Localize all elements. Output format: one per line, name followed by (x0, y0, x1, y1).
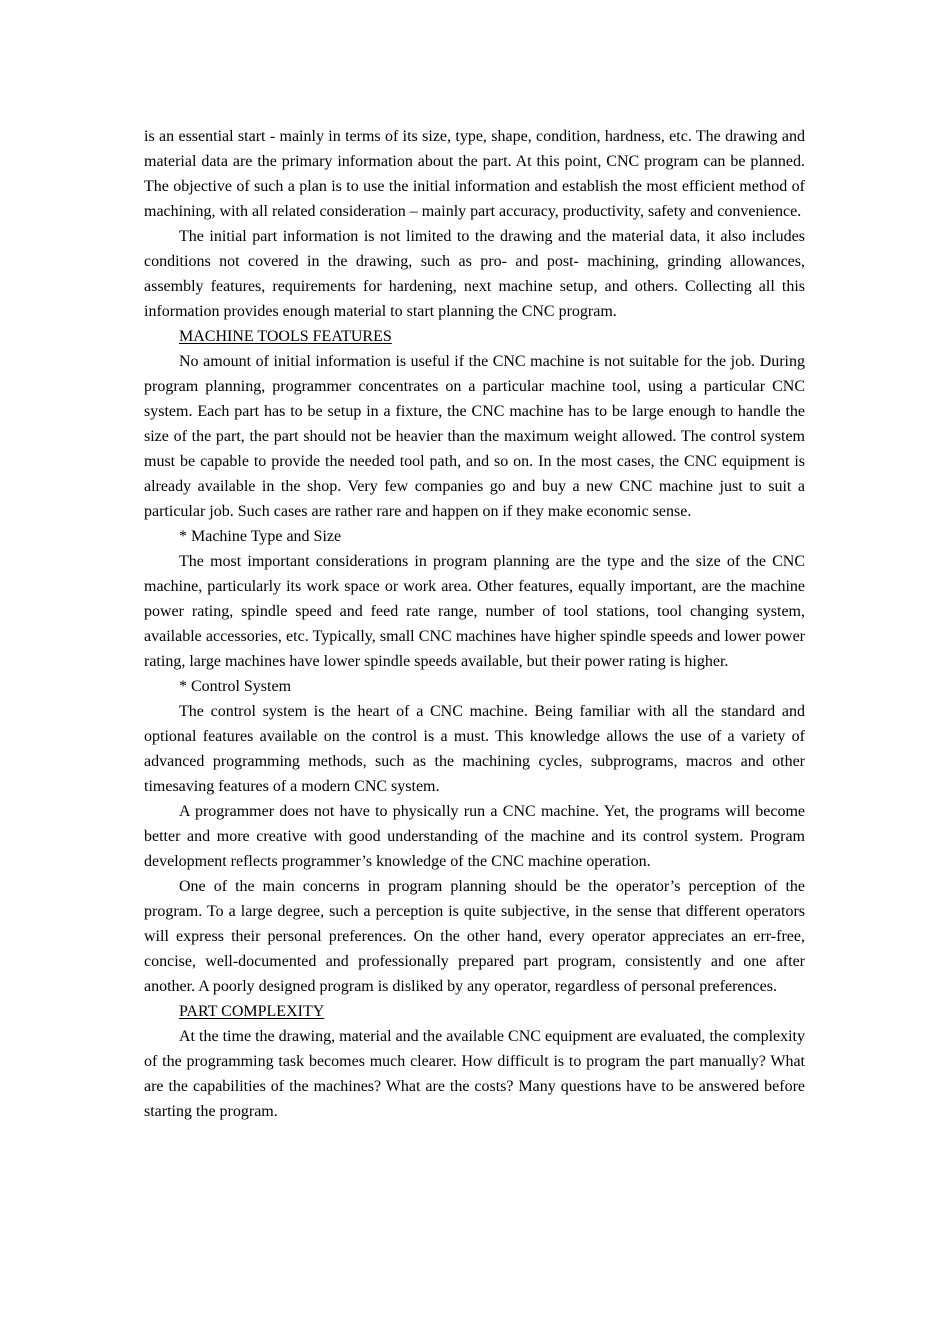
paragraph-part-complexity: At the time the drawing, material and the available CNC equipment are evaluated, the complexity of the programming task becomes much clearer. How difficult is to program the part manually? What are the capabilities of the machines? What are the costs? Many questions have to be answered before starting the program. (144, 1028, 805, 1120)
subheading-control-system: * Control System (179, 678, 292, 695)
section-heading-text: MACHINE TOOLS FEATURES (179, 328, 392, 345)
section-heading-part-complexity (144, 999, 805, 1024)
subheading-machine-type-and-size: * Machine Type and Size (179, 528, 342, 545)
section-heading-text: PART COMPLEXITY (179, 1003, 325, 1020)
section-heading-machine-tools-features (144, 324, 805, 349)
document-page (144, 124, 805, 1124)
paragraph-machine-suitability: No amount of initial information is useful if the CNC machine is not suitable for the job. During program planning, programmer concentrates on a particular machine tool, using a particular CNC system. Each part has to be setup in a fixture, the CNC machine has to be large enough to handle the size of the part, the part should not be heavier than the maximum weight allowed. The control system must be capable to provide the needed tool path, and so on. In the most cases, the CNC equipment is already available in the shop. Very few companies go and buy a new CNC machine just to suit a particular job. Such cases are rather rare and happen on if they make economic sense. (144, 353, 805, 520)
paragraph-control-system: The control system is the heart of a CNC machine. Being familiar with all the standard and optional features available on the control is a must. This knowledge allows the use of a variety of advanced programming methods, such as the machining cycles, subprograms, macros and other timesaving features of a modern CNC system. (144, 703, 805, 795)
paragraph-machine-type-size: The most important considerations in program planning are the type and the size of the CNC machine, particularly its work space or work area. Other features, equally important, are the machine power rating, spindle speed and feed rate range, number of tool stations, tool changing system, available accessories, etc. Typically, small CNC machines have higher spindle speeds and lower power rating, large machines have lower spindle speeds available, but their power rating is higher. (144, 553, 805, 670)
paragraph-continuation: is an essential start - mainly in terms of its size, type, shape, condition, hardness, etc. The drawing and material data are the primary information about the part. At this point, CNC program can be planned. The objective of such a plan is to use the initial information and establish the most efficient method of machining, with all related consideration – mainly part accuracy, productivity, safety and convenience. (144, 128, 805, 220)
paragraph-initial-information: The initial part information is not limited to the drawing and the material data, it also includes conditions not covered in the drawing, such as pro- and post- machining, grinding allowances, assembly features, requirements for hardening, next machine setup, and others. Collecting all this information provides enough material to start planning the CNC program. (144, 228, 805, 320)
paragraph-programmer-knowledge: A programmer does not have to physically run a CNC machine. Yet, the programs will become better and more creative with good understanding of the machine and its control system. Program development reflects programmer’s knowledge of the CNC machine operation. (144, 803, 805, 870)
paragraph-operator-perception: One of the main concerns in program planning should be the operator’s perception of the program. To a large degree, such a perception is quite subjective, in the sense that different operators will express their personal preferences. On the other hand, every operator appreciates an err-free, concise, well-documented and professionally prepared part program, consistently and one after another. A poorly designed program is disliked by any operator, regardless of personal preferences. (144, 878, 805, 995)
